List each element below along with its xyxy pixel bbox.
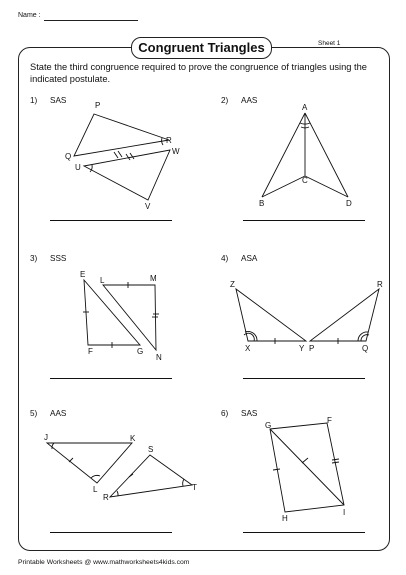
problem-5-postulate: AAS [50,409,67,418]
problem-6-vertex-f: F [327,416,332,425]
problem-4-vertex-x: X [245,344,251,353]
problem-4-number: 4) [221,254,229,263]
problem-2-vertex-b: B [259,199,265,208]
problem-5-vertex-t: T [192,483,197,492]
problem-1-vertex-p: P [95,101,101,110]
problem-3-vertex-g: G [137,347,144,356]
instructions: State the third congruence required to prove the congruence of triangles using the indicated postulate. [30,62,367,84]
problem-5-vertex-s: S [148,445,154,454]
problem-5-vertex-k: K [130,434,136,443]
problem-1-vertex-r: R [166,136,172,145]
problem-1-number: 1) [30,96,38,105]
problem-2-vertex-c: C [302,176,308,185]
problem-1-vertex-u: U [75,163,81,172]
problem-4-postulate: ASA [241,254,258,263]
problem-4-vertex-r: R [377,280,383,289]
problem-4-vertex-q: Q [362,344,369,353]
problem-1-vertex-w: W [172,147,180,156]
problem-3-vertex-l: L [100,276,105,285]
problem-5-vertex-j: J [44,433,48,442]
problem-3-vertex-f: F [88,347,93,356]
problem-3-vertex-m: M [150,274,157,283]
problem-5-number: 5) [30,409,38,418]
sheet-number: Sheet 1 [318,40,341,47]
problem-6-answer-line [243,532,365,533]
problem-6-vertex-i: I [343,508,346,517]
problem-4-vertex-y: Y [299,344,305,353]
footer-text: Printable Worksheets @ www.mathworksheets4kids.com [18,559,190,566]
problem-2-vertex-a: A [302,103,308,112]
problem-2-postulate: AAS [241,96,258,105]
problem-6-vertex-h: H [282,514,288,523]
name-label: Name : [18,12,41,19]
problem-2-number: 2) [221,96,229,105]
problem-3-vertex-n: N [156,353,162,362]
problem-1-vertex-q: Q [65,152,72,161]
problem-3-number: 3) [30,254,38,263]
problem-3-postulate: SSS [50,254,67,263]
problem-4-vertex-z: Z [230,280,235,289]
problem-6-postulate: SAS [241,409,258,418]
problem-2-vertex-d: D [346,199,352,208]
problem-1-postulate: SAS [50,96,67,105]
problem-6-vertex-g: G [265,421,272,430]
problem-5-vertex-r: R [103,493,109,502]
problem-5-vertex-l: L [93,485,98,494]
worksheet-title: Congruent Triangles [131,37,272,59]
problem-6-number: 6) [221,409,229,418]
problem-4-vertex-p: P [309,344,315,353]
problem-1-vertex-v: V [145,202,151,211]
problem-3-vertex-e: E [80,270,86,279]
